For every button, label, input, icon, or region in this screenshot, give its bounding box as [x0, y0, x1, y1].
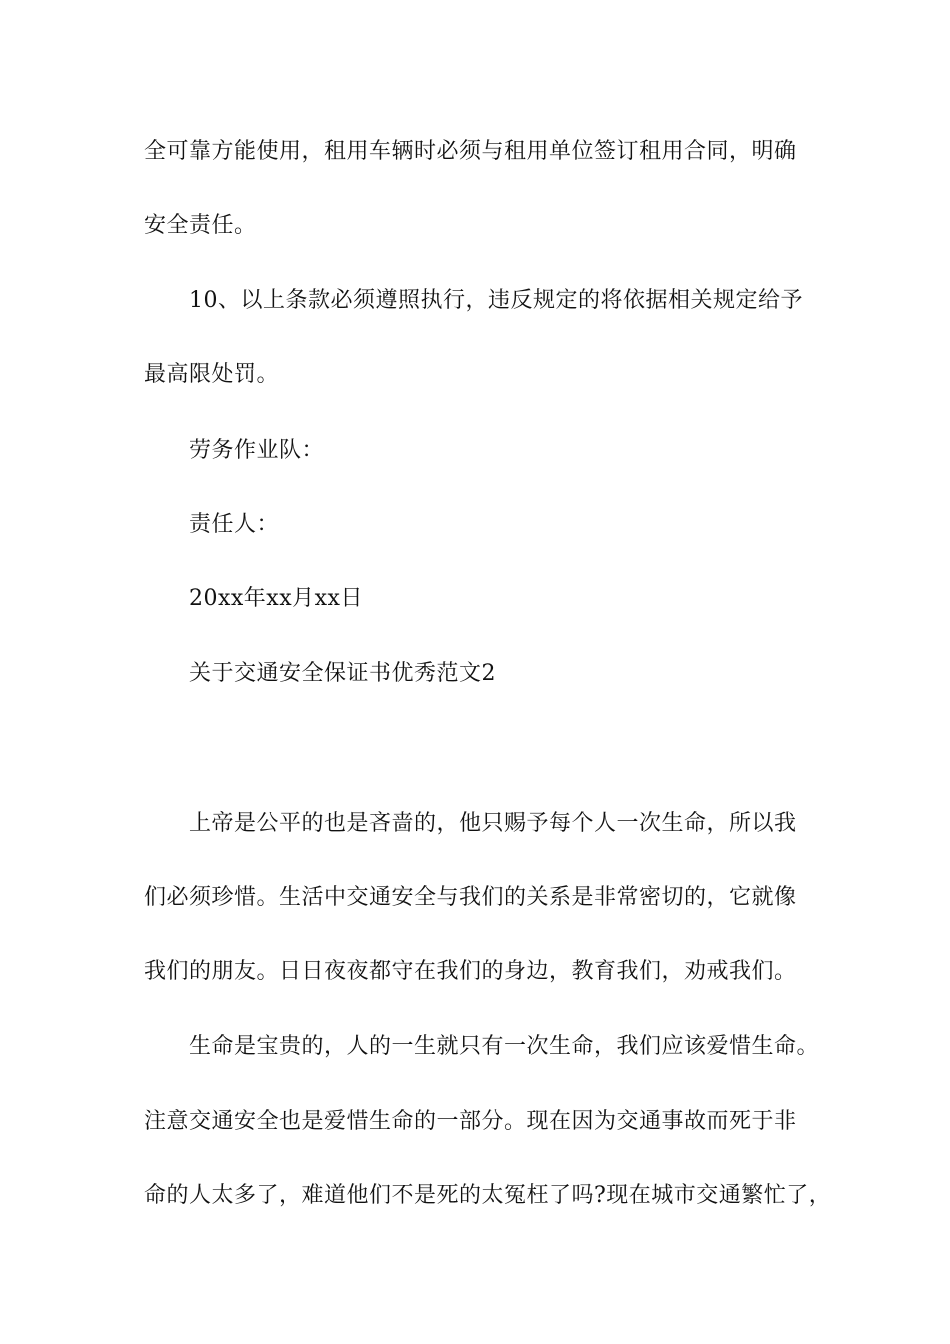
paragraph-line: 生命是宝贵的，人的一生就只有一次生命，我们应该爱惜生命。	[189, 1034, 820, 1059]
paragraph-line: 10、以上条款必须遵照执行，违反规定的将依据相关规定给予	[189, 288, 803, 313]
paragraph-line: 全可靠方能使用，租用车辆时必须与租用单位签订租用合同，明确	[144, 139, 797, 164]
section-title: 关于交通安全保证书优秀范文2	[189, 661, 496, 686]
paragraph-line: 注意交通安全也是爱惜生命的一部分。现在因为交通事故而死于非	[144, 1109, 797, 1134]
signature-label-person: 责任人：	[189, 512, 280, 537]
signature-label-team: 劳务作业队：	[189, 438, 325, 463]
paragraph-line: 最高限处罚。	[144, 362, 280, 387]
paragraph-line: 命的人太多了，难道他们不是死的太冤枉了吗?现在城市交通繁忙了，	[144, 1183, 832, 1208]
paragraph-line: 上帝是公平的也是吝啬的，他只赐予每个人一次生命，所以我	[189, 811, 797, 836]
paragraph-line: 们必须珍惜。生活中交通安全与我们的关系是非常密切的，它就像	[144, 885, 797, 910]
paragraph-line: 我们的朋友。日日夜夜都守在我们的身边，教育我们，劝戒我们。	[144, 959, 797, 984]
date-line: 20xx年xx月xx日	[189, 586, 363, 611]
paragraph-line: 安全责任。	[144, 213, 257, 238]
